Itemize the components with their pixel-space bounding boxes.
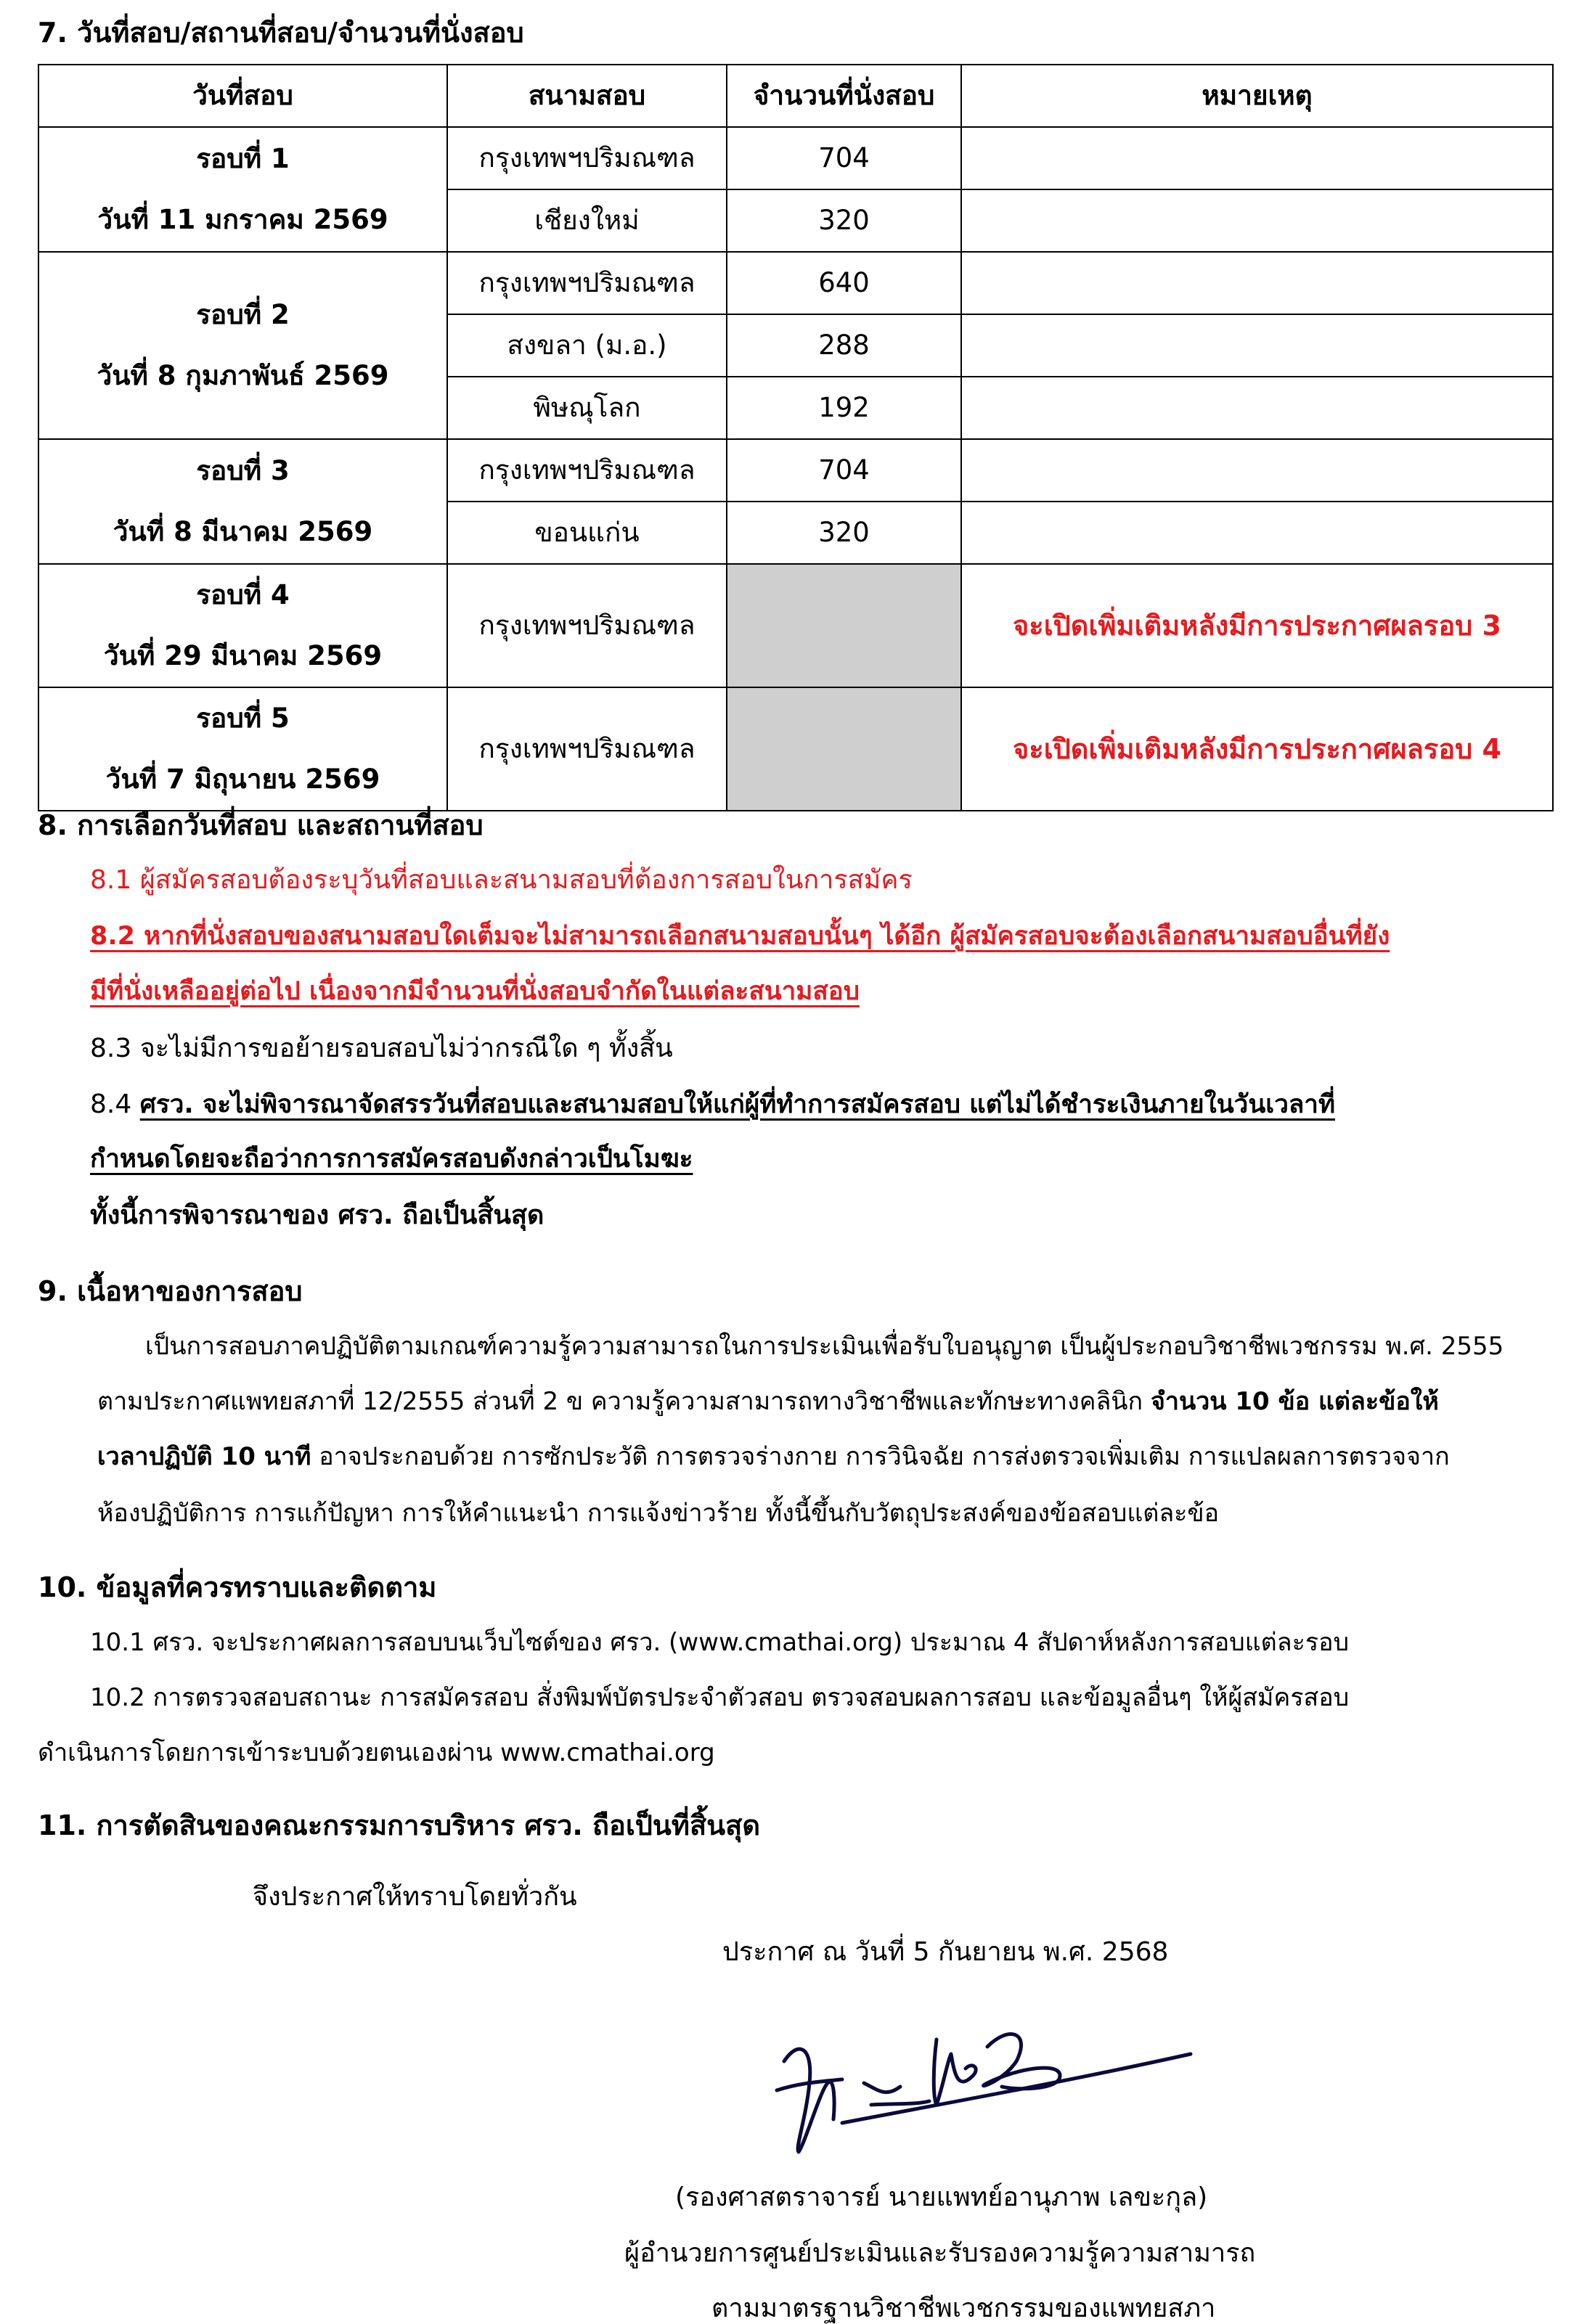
round-label: รอบที่ 4 bbox=[196, 579, 290, 610]
venue-cell: กรุงเทพฯปริมณฑล bbox=[447, 564, 727, 687]
seats-cell: 288 bbox=[727, 314, 961, 377]
item-8-1: 8.1 ผู้สมัครสอบต้องระบุวันที่สอบและสนามสอบที่ต้องการสอบในการสมัคร bbox=[90, 865, 913, 895]
note-cell bbox=[961, 377, 1553, 439]
section-9-line3 bbox=[97, 1444, 1450, 1469]
note-cell bbox=[961, 314, 1553, 377]
section-9-line4: ห้องปฏิบัติการ การแก้ปัญหา การให้คำแนะนำ การแจ้งข่าวร้าย ทั้งนี้ขึ้นกับวัตถุประสงค์ของข้อสอบแต่ละข้อ bbox=[97, 1499, 1220, 1528]
item-8-2-line2: มีที่นั่งเหลืออยู่ต่อไป เนื่องจากมีจำนวนที่นั่งสอบจำกัดในแต่ละสนามสอบ bbox=[90, 977, 860, 1006]
seats-cell: 320 bbox=[727, 502, 961, 564]
table-row bbox=[38, 564, 1553, 687]
section-9-line3-text: อาจประกอบด้วย การซักประวัติ การตรวจร่างกาย การวินิจฉัย การส่งตรวจเพิ่มเติม การแปลผลการตรวจจาก bbox=[311, 1442, 1450, 1471]
table-row bbox=[38, 687, 1553, 811]
item-8-3: 8.3 จะไม่มีการขอย้ายรอบสอบไม่ว่ากรณีใด ๆ ทั้งสิ้น bbox=[90, 1034, 673, 1063]
section-9-heading: 9. เนื้อหาของการสอบ bbox=[38, 1275, 303, 1307]
item-8-2-line1: 8.2 หากที่นั่งสอบของสนามสอบใดเต็มจะไม่สามารถเลือกสนามสอบนั้นๆ ได้อีก ผู้สมัครสอบจะต้องเลือกสนามสอบอื่นที่ยัง bbox=[90, 922, 1390, 951]
seats-cell: 704 bbox=[727, 439, 961, 502]
venue-cell: สงขลา (ม.อ.) bbox=[447, 314, 727, 377]
note-cell bbox=[961, 439, 1553, 502]
item-8-4-line1 bbox=[90, 1089, 1336, 1119]
table-header-row bbox=[38, 65, 1553, 127]
table-row bbox=[38, 127, 1553, 189]
item-10-2-line1: 10.2 การตรวจสอบสถานะ การสมัครสอบ สั่งพิมพ์บัตรประจำตัวสอบ ตรวจสอบผลการสอบ และข้อมูลอื่นๆ ให้ผู้สมัครสอบ bbox=[90, 1683, 1350, 1712]
venue-cell: พิษณุโลก bbox=[447, 377, 727, 439]
seats-cell: 704 bbox=[727, 127, 961, 189]
signer-name: (รองศาสตราจารย์ นายแพทย์อานุภาพ เลขะกุล) bbox=[675, 2182, 1208, 2212]
round-cell bbox=[38, 564, 447, 687]
note-cell bbox=[961, 127, 1553, 189]
round-label: รอบที่ 5 bbox=[196, 703, 290, 734]
venue-cell: กรุงเทพฯปริมณฑล bbox=[447, 127, 727, 189]
round-date: วันที่ 8 มีนาคม 2569 bbox=[113, 516, 373, 547]
note-cell bbox=[961, 502, 1553, 564]
item-10-1: 10.1 ศรว. จะประกาศผลการสอบบนเว็บไซต์ของ ศรว. (www.cmathai.org) ประมาณ 4 สัปดาห์หลังการสอบแต่ละรอบ bbox=[90, 1628, 1350, 1657]
item-8-4-prefix: 8.4 bbox=[90, 1089, 140, 1119]
item-10-2-line2: ดำเนินการโดยการเข้าระบบด้วยตนเองผ่าน www.cmathai.org bbox=[38, 1738, 715, 1767]
round-date: วันที่ 29 มีนาคม 2569 bbox=[103, 640, 383, 671]
venue-cell: กรุงเทพฯปริมณฑล bbox=[447, 439, 727, 502]
item-8-4-line3: ทั้งนี้การพิจารณาของ ศรว. ถือเป็นสิ้นสุด bbox=[90, 1200, 544, 1230]
section-10-heading: 10. ข้อมูลที่ควรทราบและติดตาม bbox=[38, 1571, 437, 1603]
note-cell bbox=[961, 252, 1553, 314]
round-cell bbox=[38, 252, 447, 439]
seats-cell-pending bbox=[727, 564, 961, 687]
item-8-4-line2: กำหนดโดยจะถือว่าการการสมัครสอบดังกล่าวเป็นโมฆะ bbox=[90, 1145, 693, 1174]
note-cell: จะเปิดเพิ่มเติมหลังมีการประกาศผลรอบ 3 bbox=[961, 564, 1553, 687]
column-header: วันที่สอบ bbox=[38, 65, 447, 127]
seats-cell: 640 bbox=[727, 252, 961, 314]
section-9-line2-bold: จำนวน 10 ข้อ แต่ละข้อให้ bbox=[1150, 1387, 1439, 1416]
round-label: รอบที่ 1 bbox=[196, 143, 290, 174]
signer-title-line2: ตามมาตรฐานวิชาชีพเวชกรรมของแพทยสภา bbox=[711, 2294, 1216, 2323]
announcement-date: ประกาศ ณ วันที่ 5 กันยายน พ.ศ. 2568 bbox=[722, 1937, 1169, 1967]
section-9-line3-bold: เวลาปฏิบัติ 10 นาที bbox=[97, 1442, 311, 1471]
column-header: หมายเหตุ bbox=[961, 65, 1553, 127]
item-8-4-text: ศรว. จะไม่พิจารณาจัดสรรวันที่สอบและสนามสอบให้แก่ผู้ที่ทำการสมัครสอบ แต่ไม่ได้ชำระเงินภายในวันเวลาที่ bbox=[139, 1090, 1336, 1119]
column-header: จำนวนที่นั่งสอบ bbox=[727, 65, 961, 127]
announcement-text: จึงประกาศให้ทราบโดยทั่วกัน bbox=[253, 1882, 577, 1912]
section-9-line2 bbox=[97, 1389, 1439, 1414]
note-cell: จะเปิดเพิ่มเติมหลังมีการประกาศผลรอบ 4 bbox=[961, 687, 1553, 811]
table-row bbox=[38, 439, 1553, 502]
round-label: รอบที่ 3 bbox=[196, 455, 290, 486]
round-label: รอบที่ 2 bbox=[196, 299, 290, 330]
exam-schedule-table bbox=[38, 64, 1554, 811]
venue-cell: ขอนแก่น bbox=[447, 502, 727, 564]
column-header: สนามสอบ bbox=[447, 65, 727, 127]
section-8-heading: 8. การเลือกวันที่สอบ และสถานที่สอบ bbox=[38, 809, 484, 841]
signer-title-line1: ผู้อำนวยการศูนย์ประเมินและรับรองความรู้ความสามารถ bbox=[624, 2238, 1256, 2268]
section-9-line2-text: ตามประกาศแพทยสภาที่ 12/2555 ส่วนที่ 2 ข ความรู้ความสามารถทางวิชาชีพและทักษะทางคลินิก bbox=[97, 1387, 1151, 1416]
section-11-heading: 11. การตัดสินของคณะกรรมการบริหาร ศรว. ถือเป็นที่สิ้นสุด bbox=[38, 1809, 760, 1841]
venue-cell: กรุงเทพฯปริมณฑล bbox=[447, 687, 727, 811]
round-date: วันที่ 8 กุมภาพันธ์ 2569 bbox=[97, 360, 389, 391]
section-7-heading: 7. วันที่สอบ/สถานที่สอบ/จำนวนที่นั่งสอบ bbox=[38, 17, 524, 49]
round-cell bbox=[38, 439, 447, 564]
round-date: วันที่ 11 มกราคม 2569 bbox=[97, 204, 388, 235]
seats-cell-pending bbox=[727, 687, 961, 811]
seats-cell: 320 bbox=[727, 189, 961, 252]
seats-cell: 192 bbox=[727, 377, 961, 439]
venue-cell: กรุงเทพฯปริมณฑล bbox=[447, 252, 727, 314]
section-9-line1: เป็นการสอบภาคปฏิบัติตามเกณฑ์ความรู้ความสามารถในการประเมินเพื่อรับใบอนุญาต เป็นผู้ประกอบวิชาชีพเวชกรรม พ.ศ. 2555 bbox=[145, 1332, 1504, 1361]
signature-image bbox=[755, 1996, 1205, 2177]
table-row bbox=[38, 252, 1553, 314]
round-cell bbox=[38, 127, 447, 252]
note-cell bbox=[961, 189, 1553, 252]
venue-cell: เชียงใหม่ bbox=[447, 189, 727, 252]
round-cell bbox=[38, 687, 447, 811]
round-date: วันที่ 7 มิถุนายน 2569 bbox=[105, 764, 380, 795]
